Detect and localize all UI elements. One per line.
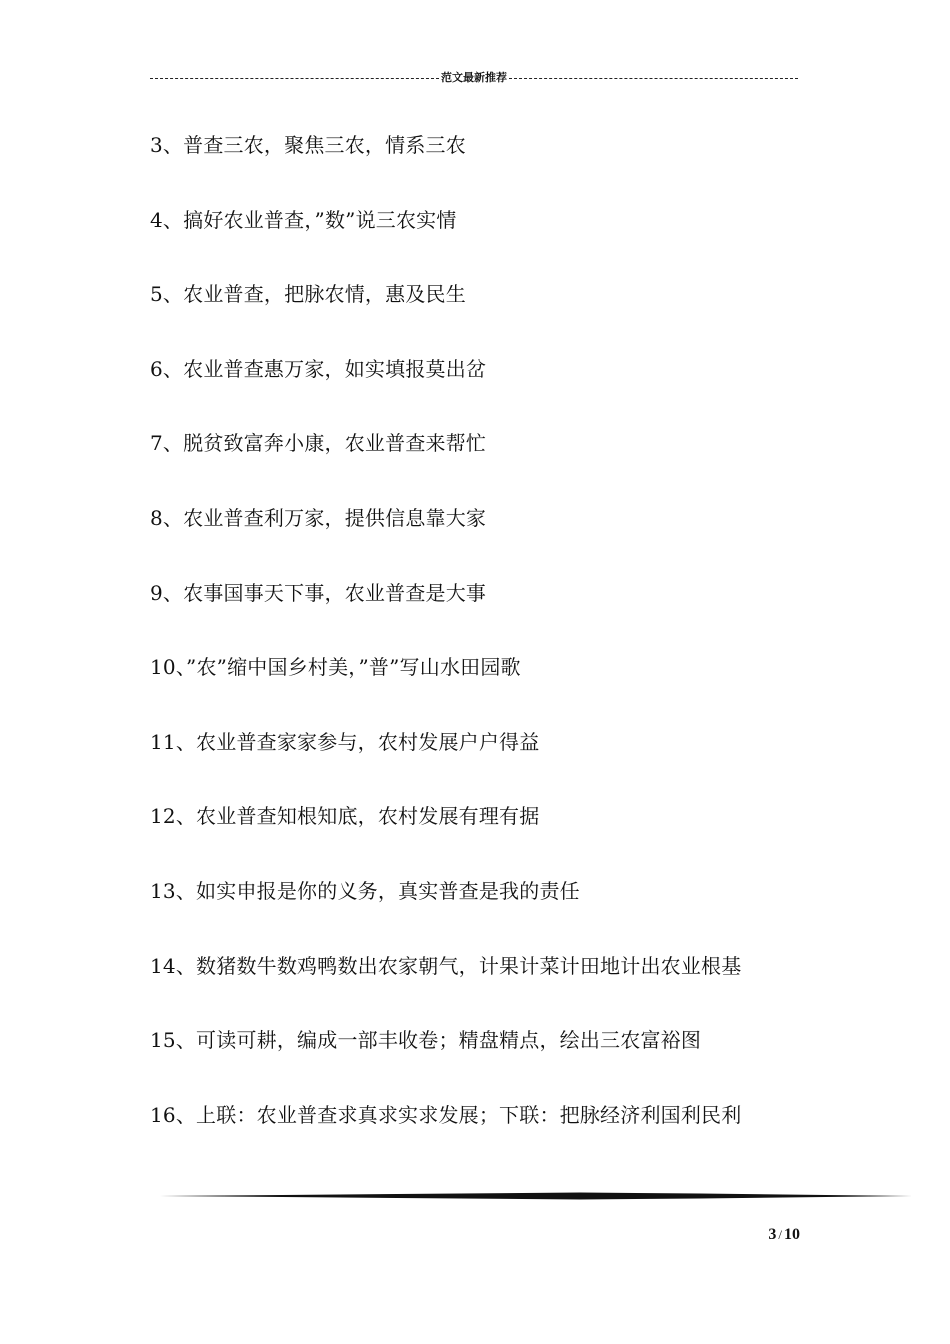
header-dash-right (509, 78, 798, 79)
slogan-line: 10、”农”缩中国乡村美，”普”写山水田园歌 (150, 655, 521, 680)
page-separator: / (778, 1227, 782, 1242)
page-number (700, 1226, 800, 1244)
page-header (150, 70, 798, 86)
footer-divider (160, 1188, 912, 1204)
slogan-line: 7、脱贫致富奔小康，农业普查来帮忙 (150, 431, 487, 456)
slogan-line: 8、农业普查利万家，提供信息靠大家 (150, 505, 487, 530)
slogan-list (150, 130, 810, 1174)
slogan-line: 12、农业普查知根知底，农村发展有理有据 (150, 804, 540, 829)
page-total: 10 (784, 1226, 800, 1243)
page-current: 3 (768, 1226, 777, 1243)
slogan-line: 5、农业普查，把脉农情，惠及民生 (150, 282, 466, 307)
slogan-line: 13、如实申报是你的义务，真实普查是我的责任 (150, 878, 580, 903)
header-title: 范文最新推荐 (441, 71, 507, 84)
slogan-line: 14、数猪数牛数鸡鸭数出农家朝气，计果计菜计田地计出农业根基 (150, 953, 742, 978)
slogan-line: 3、普查三农，聚焦三农，情系三农 (150, 133, 466, 157)
slogan-line: 11、农业普查家家参与，农村发展户户得益 (150, 729, 540, 754)
slogan-line: 9、农事国事天下事，农业普查是大事 (150, 580, 487, 605)
slogan-line: 4、搞好农业普查，”数”说三农实情 (150, 207, 457, 232)
slogan-line: 15、可读可耕，编成一部丰收卷；精盘精点，绘出三农富裕图 (150, 1028, 702, 1053)
slogan-line: 16、上联：农业普查求真求实求发展；下联：把脉经济利国利民利 (150, 1102, 742, 1127)
slogan-line: 6、农业普查惠万家，如实填报莫出岔 (150, 356, 487, 381)
header-dash-left (150, 78, 439, 79)
